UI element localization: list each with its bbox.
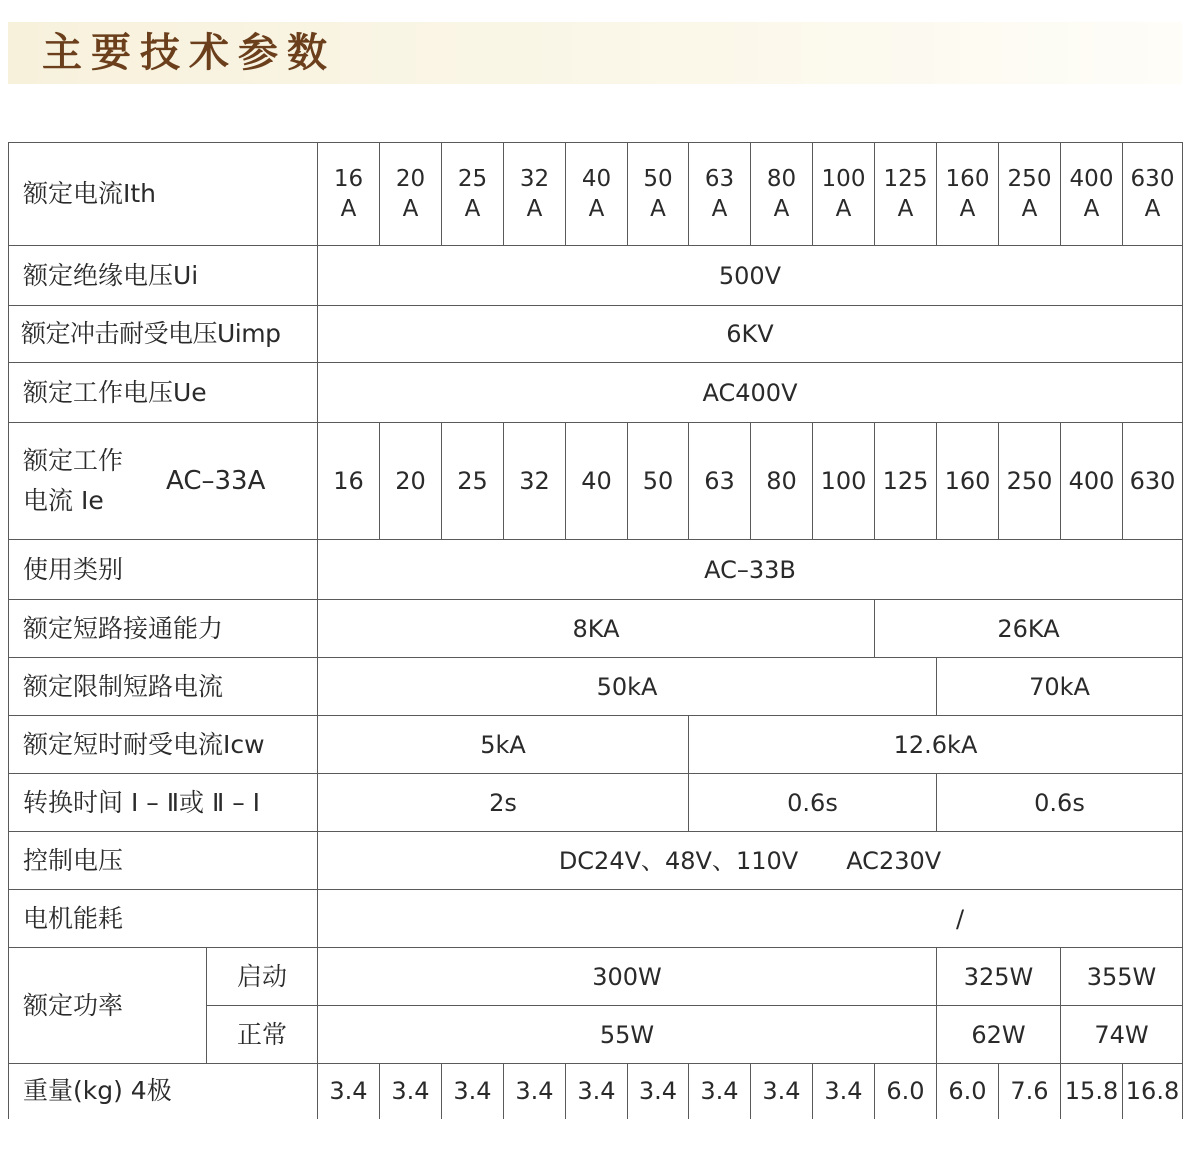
impulse-voltage-label: 额定冲击耐受电压Uimp <box>9 306 318 363</box>
short-time-withstand-value: 5kA <box>318 716 689 774</box>
rated-power-start-label: 启动 <box>207 948 318 1006</box>
short-circuit-making-value: 26KA <box>875 600 1183 658</box>
rated-current-cell: 20 A <box>380 143 442 246</box>
rated-current-cell: 50 A <box>628 143 689 246</box>
operating-current-cell: 20 <box>380 423 442 540</box>
row-impulse-voltage <box>9 306 1183 363</box>
title-banner <box>8 22 1182 84</box>
row-insulation-voltage <box>9 246 1183 306</box>
limited-short-circuit-value: 70kA <box>937 658 1183 716</box>
row-operating-current <box>9 423 1183 540</box>
weight-cell: 6.0 <box>937 1064 999 1119</box>
weight-cell: 7.6 <box>999 1064 1061 1119</box>
transfer-time-value: 0.6s <box>689 774 937 832</box>
operating-current-cell: 32 <box>504 423 566 540</box>
short-circuit-making-value: 8KA <box>318 600 875 658</box>
rated-current-cell: 32 A <box>504 143 566 246</box>
operating-voltage-label: 额定工作电压Ue <box>9 363 318 423</box>
rated-power-normal-value: 62W <box>937 1006 1061 1064</box>
row-operating-voltage <box>9 363 1183 423</box>
rated-power-start-value: 300W <box>318 948 937 1006</box>
weight-cell: 16.8 <box>1123 1064 1183 1119</box>
weight-cell: 3.4 <box>442 1064 504 1119</box>
operating-current-cell: 16 <box>318 423 380 540</box>
rated-power-normal-value: 74W <box>1061 1006 1183 1064</box>
rated-current-label: 额定电流Ith <box>9 143 318 246</box>
rated-power-normal-value: 55W <box>318 1006 937 1064</box>
weight-cell: 3.4 <box>566 1064 628 1119</box>
short-circuit-making-label: 额定短路接通能力 <box>9 600 318 658</box>
weight-cell: 3.4 <box>813 1064 875 1119</box>
short-time-withstand-value: 12.6kA <box>689 716 1183 774</box>
weight-cell: 3.4 <box>504 1064 566 1119</box>
operating-current-cell: 125 <box>875 423 937 540</box>
rated-current-cell: 400 A <box>1061 143 1123 246</box>
control-voltage-value: DC24V、48V、110V AC230V <box>318 832 1183 890</box>
rated-current-cell: 250 A <box>999 143 1061 246</box>
transfer-time-value: 0.6s <box>937 774 1183 832</box>
motor-consumption-value: / <box>318 890 1183 948</box>
rated-current-cell: 100 A <box>813 143 875 246</box>
utilization-category-value: AC–33B <box>318 540 1183 600</box>
operating-current-cell: 25 <box>442 423 504 540</box>
operating-current-cell: 250 <box>999 423 1061 540</box>
impulse-voltage-value: 6KV <box>318 306 1183 363</box>
weight-label: 重量(kg) 4极 <box>9 1064 318 1119</box>
operating-current-cell: 100 <box>813 423 875 540</box>
rated-current-cell: 80 A <box>751 143 813 246</box>
weight-cell: 3.4 <box>689 1064 751 1119</box>
rated-current-cell: 40 A <box>566 143 628 246</box>
operating-current-cell: 80 <box>751 423 813 540</box>
row-control-voltage <box>9 832 1183 890</box>
limited-short-circuit-label: 额定限制短路电流 <box>9 658 318 716</box>
operating-current-cell: 630 <box>1123 423 1183 540</box>
row-short-circuit-making <box>9 600 1183 658</box>
weight-cell: 3.4 <box>628 1064 689 1119</box>
row-utilization-category <box>9 540 1183 600</box>
operating-voltage-value: AC400V <box>318 363 1183 423</box>
operating-current-category: AC–33A <box>166 466 266 496</box>
weight-cell: 3.4 <box>380 1064 442 1119</box>
page-title: 主要技术参数 <box>42 30 336 76</box>
rated-current-cell: 25 A <box>442 143 504 246</box>
operating-current-cell: 50 <box>628 423 689 540</box>
weight-cell: 3.4 <box>318 1064 380 1119</box>
rated-current-cell: 63 A <box>689 143 751 246</box>
operating-current-cell: 160 <box>937 423 999 540</box>
row-transfer-time <box>9 774 1183 832</box>
control-voltage-label: 控制电压 <box>9 832 318 890</box>
row-weight <box>9 1064 1183 1119</box>
weight-cell: 15.8 <box>1061 1064 1123 1119</box>
transfer-time-value: 2s <box>318 774 689 832</box>
short-time-withstand-label: 额定短时耐受电流Icw <box>9 716 318 774</box>
rated-power-start-value: 355W <box>1061 948 1183 1006</box>
rated-power-label: 额定功率 <box>9 948 207 1064</box>
weight-cell: 3.4 <box>751 1064 813 1119</box>
weight-cell: 6.0 <box>875 1064 937 1119</box>
spec-table <box>8 142 1183 1119</box>
rated-power-start-value: 325W <box>937 948 1061 1006</box>
insulation-voltage-value: 500V <box>318 246 1183 306</box>
row-limited-short-circuit <box>9 658 1183 716</box>
rated-current-cell: 630 A <box>1123 143 1183 246</box>
transfer-time-label: 转换时间 Ⅰ – Ⅱ或 Ⅱ – Ⅰ <box>9 774 318 832</box>
rated-current-cell: 125 A <box>875 143 937 246</box>
row-motor-consumption <box>9 890 1183 948</box>
limited-short-circuit-value: 50kA <box>318 658 937 716</box>
motor-consumption-label: 电机能耗 <box>9 890 318 948</box>
row-rated-current <box>9 143 1183 246</box>
row-rated-power-start <box>9 948 1183 1006</box>
operating-current-cell: 63 <box>689 423 751 540</box>
insulation-voltage-label: 额定绝缘电压Ui <box>9 246 318 306</box>
operating-current-label: 额定工作 电流 Ie <box>23 446 124 515</box>
rated-current-cell: 160 A <box>937 143 999 246</box>
operating-current-cell: 40 <box>566 423 628 540</box>
rated-power-normal-label: 正常 <box>207 1006 318 1064</box>
utilization-category-label: 使用类别 <box>9 540 318 600</box>
operating-current-label-cell <box>9 423 318 540</box>
rated-current-cell: 16 A <box>318 143 380 246</box>
operating-current-cell: 400 <box>1061 423 1123 540</box>
row-short-time-withstand <box>9 716 1183 774</box>
